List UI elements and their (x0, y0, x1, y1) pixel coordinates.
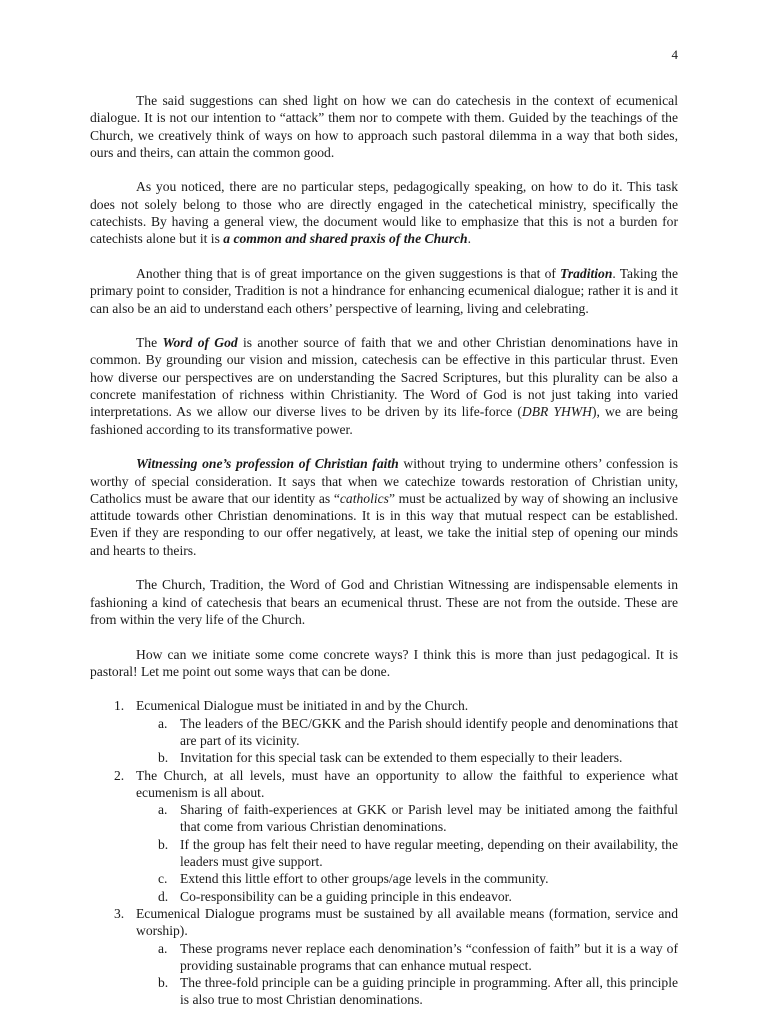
sub-list-item (136, 940, 678, 975)
paragraph-4-end: ), we are being fashioned according to its transformative power. (90, 404, 678, 437)
sub-list-item (136, 836, 678, 871)
ways-list (90, 697, 678, 1008)
sub-list-text: Invitation for this special task can be extended to them especially to their leaders. (180, 750, 623, 766)
sub-list-letter: b. (158, 750, 169, 766)
sub-list-item (136, 749, 678, 766)
paragraph-2 (90, 178, 678, 247)
page-number: 4 (671, 47, 678, 62)
sub-list-letter: b. (158, 975, 169, 991)
paragraph-7: How can we initiate some come concrete ways? I think this is more than just pedagogical. It is pastoral! Let me point out some ways that can be done. (90, 646, 678, 679)
sub-list (136, 715, 678, 767)
list-item (90, 905, 678, 1009)
list-item-text: The Church, at all levels, must have an opportunity to allow the faithful to experience what ecumenism is all about. (136, 767, 678, 800)
paragraph-3-end: . Taking the primary point to consider, Tradition is not a hindrance for enhancing ecumenical dialogue; rather it is and it can also be an aid to understand each others’ perspective of learning, living and celebrating. (90, 265, 678, 316)
sub-list-letter: a. (158, 940, 168, 956)
paragraph-5-emphasis: Witnessing one’s profession of Christian faith (136, 456, 399, 472)
paragraph-4-italic: DBR YHWH (521, 404, 592, 420)
sub-list (136, 940, 678, 1009)
sub-list-letter: c. (158, 871, 168, 887)
list-item-text: Ecumenical Dialogue must be initiated in and by the Church. (136, 698, 469, 714)
paragraph-4 (90, 334, 678, 438)
list-item (90, 697, 678, 766)
list-number: 1. (114, 698, 125, 714)
sub-list-item (136, 888, 678, 905)
sub-list-letter: a. (158, 715, 168, 731)
paragraph-3-emphasis: Tradition (560, 265, 613, 281)
paragraph-1: The said suggestions can shed light on how we can do catechesis in the context of ecumenical dialogue. It is not our intention to “attack” them nor to compete with them. Guided by the teachings of the Church, we creatively think of ways on how to approach such pastoral dilemma in a way that both sides, ours and theirs, can attain the common good. (90, 93, 678, 160)
sub-list-text: The leaders of the BEC/GKK and the Parish should identify people and denominations that are part of its vicinity. (180, 715, 678, 748)
list-number: 2. (114, 767, 125, 783)
paragraph-3-text: Another thing that is of great importance on the given suggestions is that of (136, 265, 561, 281)
paragraph-5-end: ” must be actualized by way of showing an inclusive attitude towards other Christian denominations. It is in this way that mutual respect can be established. Even if they are responding to our offer negatively, at least, we take the initial step of opening our minds and hearts to theirs. (90, 490, 678, 558)
paragraph-6: The Church, Tradition, the Word of God and Christian Witnessing are indispensable elements in fashioning a kind of catechesis that bears an ecumenical thrust. These are not from the outside. These are from within the very life of the Church. (90, 577, 678, 627)
document-body (90, 92, 678, 1009)
paragraph-4-emphasis: Word of God (162, 335, 238, 351)
sub-list-item (136, 801, 678, 836)
paragraph-5-italic: catholics (339, 490, 389, 506)
paragraph-4-body: is another source of faith that we and other Christian denominations have in common. By grounding our vision and mission, catechesis can be effective in this particular thrust. Even how diverse our perspectives are on understanding the Sacred Scriptures, but this plurality can be also a concrete manifestation of richness within Christianity. The Word of God is not just taking into varied interpretations. As we allow our diverse lives to be driven by its life-force ( (90, 335, 678, 420)
sub-list-item (136, 870, 678, 887)
sub-list-text: The three-fold principle can be a guiding principle in programming. After all, this principle is also true to most Christian denominations. (180, 975, 678, 1008)
paragraph-2-end: . (467, 231, 472, 247)
paragraph-5 (90, 455, 678, 559)
sub-list-text: Extend this little effort to other groups/age levels in the community. (180, 871, 549, 887)
sub-list-text: These programs never replace each denomination’s “confession of faith” but it is a way of providing sustainable programs that can enhance mutual respect. (180, 940, 678, 973)
paragraph-2-emphasis: a common and shared praxis of the Church (223, 231, 468, 247)
paragraph-5-text: without trying to undermine others’ confession is worthy of special consideration. It says that when we catechize towards restoration of Christian unity, Catholics must be aware that our identity as “ (90, 456, 679, 506)
list-number: 3. (114, 905, 125, 921)
sub-list-letter: a. (158, 802, 168, 818)
sub-list-text: Sharing of faith-experiences at GKK or Parish level may be initiated among the faithful that come from various Christian denominations. (180, 802, 678, 835)
sub-list-letter: d. (158, 888, 169, 904)
list-item (90, 767, 678, 905)
sub-list-letter: b. (158, 836, 169, 852)
paragraph-4-text: The (136, 335, 163, 351)
paragraph-2-text: As you noticed, there are no particular steps, pedagogically speaking, on how to do it. This task does not solely belong to those who are directly engaged in the catechetical ministry, specifically the catechists. By having a general view, the document would like to emphasize that this is not a burden for catechists alone but it is (90, 179, 678, 247)
paragraph-3 (90, 265, 678, 317)
list-item-text: Ecumenical Dialogue programs must be sustained by all available means (formation, service and worship). (136, 905, 678, 939)
sub-list-item (136, 715, 678, 750)
sub-list-text: Co-responsibility can be a guiding principle in this endeavor. (180, 888, 512, 904)
sub-list-text: If the group has felt their need to have regular meeting, depending on their availability, the leaders must give support. (180, 836, 678, 870)
sub-list-item (136, 974, 678, 1009)
sub-list (136, 801, 678, 905)
